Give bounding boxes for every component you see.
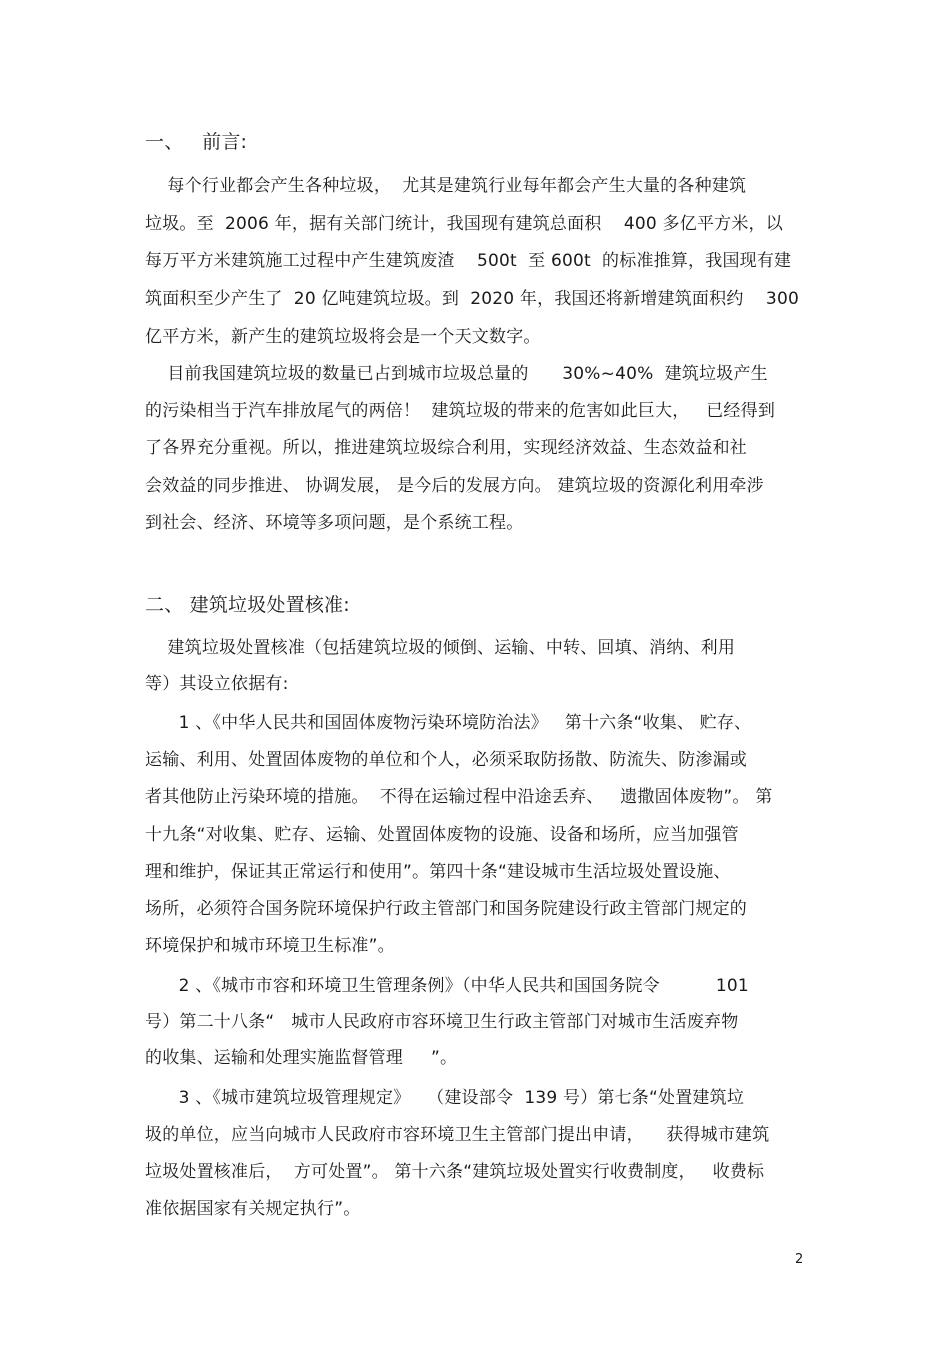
list-item-line: 十九条“对收集、贮存、运输、处置固体废物的设施、设备和场所，应当加强管: [145, 825, 739, 845]
paragraph-line: 建筑垃圾处置核准（包括建筑垃圾的倾倒、运输、中转、回填、消纳、利用: [145, 638, 736, 658]
list-item-line: 号）第二十八条“ 城市人民政府市容环境卫生行政主管部门对城市生活废弃物: [145, 1012, 739, 1032]
paragraph-line: 的污染相当于汽车排放尾气的两倍！ 建筑垃圾的带来的危害如此巨大， 已经得到: [145, 401, 776, 421]
list-item-line: 理和维护，保证其正常运行和使用”。第四十条“建设城市生活垃圾处置设施、: [145, 862, 731, 882]
list-item-line: 2 、《城市市容和环境卫生管理条例》（中华人民共和国国务院令 101: [145, 976, 749, 996]
paragraph-line: 垃圾。至 2006 年，据有关部门统计，我国现有建筑总面积 400 多亿平方米，以: [145, 214, 783, 234]
list-item-line: 场所，必须符合国务院环境保护行政主管部门和国务院建设行政主管部门规定的: [145, 899, 747, 919]
paragraph-line: 筑面积至少产生了 20 亿吨建筑垃圾。到 2020 年，我国还将新增建筑面积约 300: [145, 289, 799, 309]
paragraph-line: 了各界充分重视。所以，推进建筑垃圾综合利用，实现经济效益、生态效益和社: [145, 438, 747, 458]
list-item-line: 环境保护和城市环境卫生标准”。: [145, 936, 395, 956]
list-item-line: 垃圾处置核准后， 方可处置”。 第十六条“建筑垃圾处置实行收费制度， 收费标: [145, 1162, 765, 1182]
section-heading-preface: 一、 前言:: [145, 131, 248, 153]
section-heading-approval: 二、 建筑垃圾处置核准:: [145, 594, 350, 616]
paragraph-line: 每个行业都会产生各种垃圾， 尤其是建筑行业每年都会产生大量的各种建筑: [145, 176, 747, 196]
paragraph-line: 亿平方米，新产生的建筑垃圾将会是一个天文数字。: [145, 327, 541, 347]
list-item-line: 圾的单位，应当向城市人民政府市容环境卫生主管部门提出申请， 获得城市建筑: [145, 1125, 770, 1145]
list-item-line: 的收集、运输和处理实施监督管理 ”。: [145, 1048, 458, 1068]
paragraph-line: 目前我国建筑垃圾的数量已占到城市垃圾总量的 30%~40% 建筑垃圾产生: [145, 364, 768, 384]
list-item-line: 者其他防止污染环境的措施。 不得在运输过程中沿途丢弃、 遗撒固体废物”。 第: [145, 787, 773, 807]
list-item-line: 3 、《城市建筑垃圾管理规定》 （建设部令 139 号）第七条“处置建筑垃: [145, 1088, 745, 1108]
paragraph-line: 到社会、经济、环境等多项问题，是个系统工程。: [145, 513, 524, 533]
paragraph-line: 每万平方米建筑施工过程中产生建筑废渣 500t 至 600t 的标准推算，我国现有建: [145, 251, 792, 271]
list-item-line: 运输、利用、处置固体废物的单位和个人，必须采取防扬散、防流失、防渗漏或: [145, 750, 747, 770]
paragraph-line: 会效益的同步推进、 协调发展， 是今后的发展方向。 建筑垃圾的资源化利用牵涉: [145, 476, 764, 496]
paragraph-line: 等）其设立依据有:: [145, 674, 289, 694]
list-item-line: 准依据国家有关规定执行”。: [145, 1199, 361, 1219]
page-number: 2: [795, 1252, 804, 1267]
list-item-line: 1 、《中华人民共和国固体废物污染环境防治法》 第十六条“收集、 贮存、: [145, 713, 752, 733]
